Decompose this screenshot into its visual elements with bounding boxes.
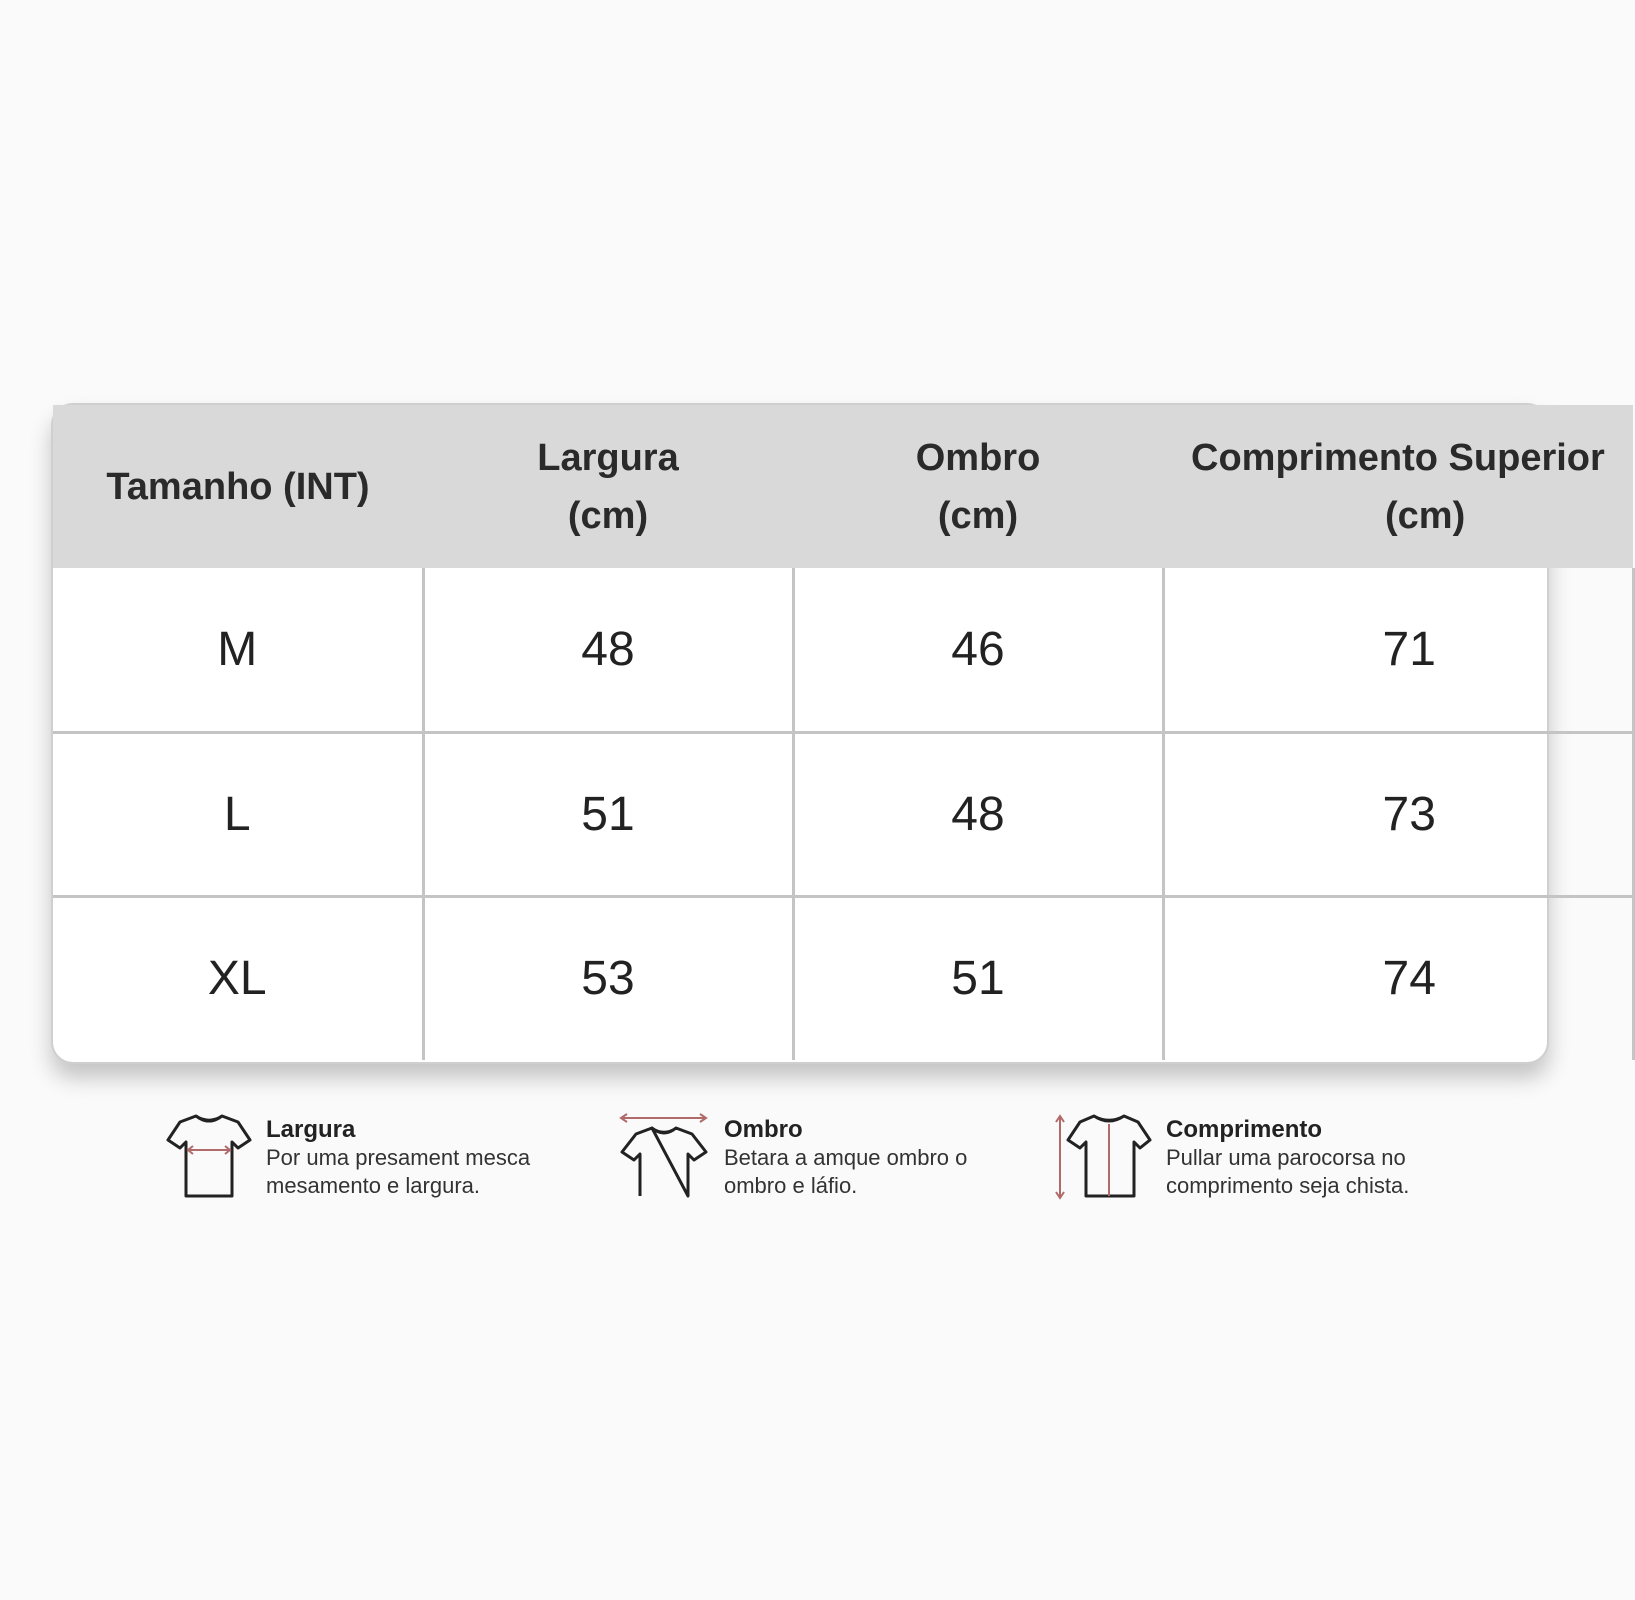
table-row — [53, 896, 1633, 1060]
legend-desc-largura: Por uma presament mesca mesamento e largura. — [266, 1145, 531, 1198]
cell-largura: 53 — [423, 896, 793, 1060]
tshirt-width-icon — [166, 1112, 252, 1200]
cell-ombro: 51 — [793, 896, 1163, 1060]
cell-comprimento: 73 — [1163, 732, 1633, 896]
cell-size: M — [53, 568, 423, 732]
legend-item-comprimento — [1052, 1110, 1452, 1210]
header-ombro: Ombro (cm) — [793, 405, 1163, 568]
table-row — [53, 568, 1633, 732]
header-largura: Largura (cm) — [423, 405, 793, 568]
tshirt-length-icon — [1052, 1112, 1152, 1202]
legend-desc-ombro: Betara a amque ombro o ombro e láfio. — [724, 1145, 968, 1198]
legend-title-ombro: Ombro — [724, 1116, 803, 1143]
cell-size: XL — [53, 896, 423, 1060]
cell-ombro: 46 — [793, 568, 1163, 732]
header-size: Tamanho (INT) — [53, 405, 423, 568]
cell-size: L — [53, 732, 423, 896]
legend-title-comprimento: Comprimento — [1166, 1116, 1322, 1143]
header-comprimento: Comprimento Superior (cm) — [1163, 405, 1633, 568]
cell-comprimento: 74 — [1163, 896, 1633, 1060]
legend-item-ombro — [618, 1110, 1018, 1210]
cell-largura: 51 — [423, 732, 793, 896]
legend-item-largura — [166, 1110, 566, 1210]
size-table — [53, 405, 1635, 1060]
cell-comprimento: 71 — [1163, 568, 1633, 732]
cell-ombro: 48 — [793, 732, 1163, 896]
legend-desc-comprimento: Pullar uma parocorsa no comprimento seja chista. — [1166, 1145, 1410, 1198]
table-row — [53, 732, 1633, 896]
size-table-card — [51, 403, 1605, 1064]
table-header-row — [53, 405, 1633, 568]
cell-largura: 48 — [423, 568, 793, 732]
tshirt-shoulder-icon — [618, 1112, 710, 1200]
legend-title-largura: Largura — [266, 1116, 356, 1143]
measurement-legend — [0, 1110, 1600, 1210]
